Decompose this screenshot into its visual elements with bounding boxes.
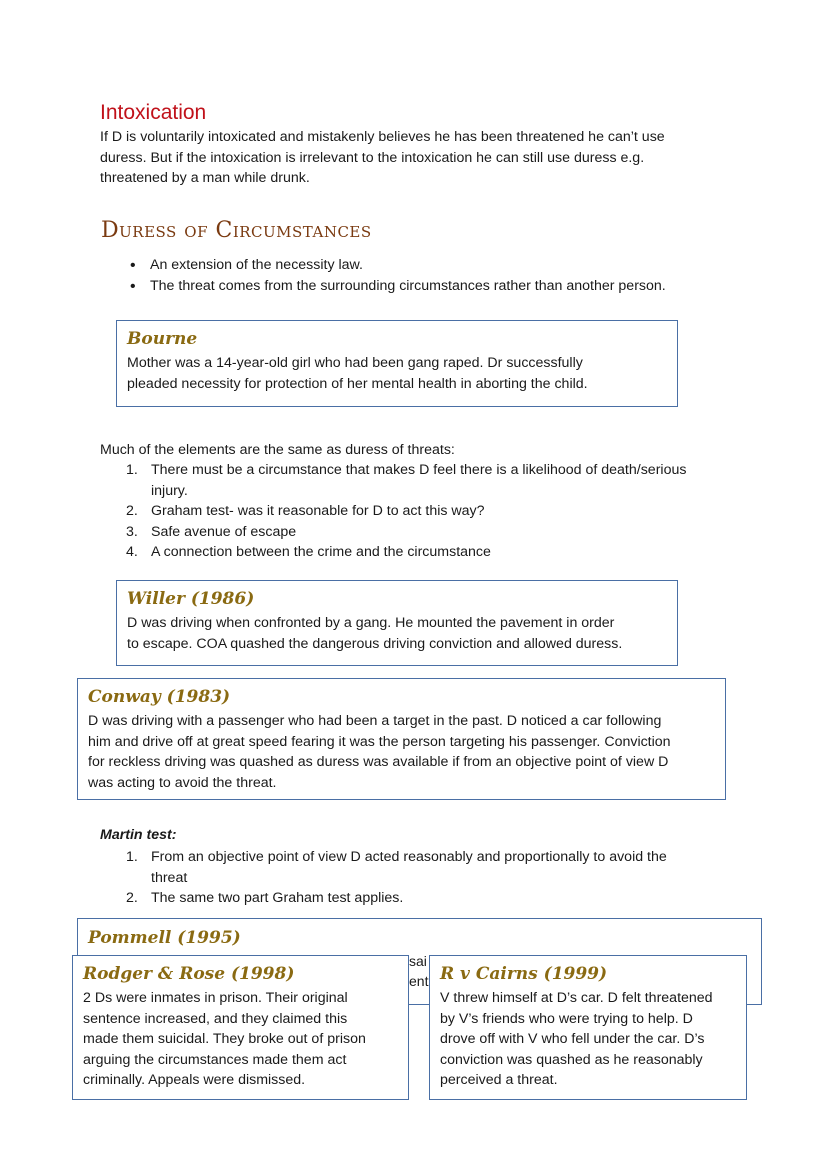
case-title: Bourne [127,329,198,349]
numbered-item [126,542,766,563]
item-line: threat [151,869,188,886]
case-title: Conway (1983) [88,687,231,707]
case-line: Mother was a 14-year-old girl who had been gang raped. Dr successfully [127,355,583,371]
case-body [127,353,667,394]
intoxication-paragraph [100,127,760,189]
case-line: perceived a threat. [440,1072,558,1088]
elements-numbered-list [126,460,766,563]
martin-test-heading: Martin test: [100,827,177,843]
item-line: Safe avenue of escape [151,523,297,540]
item-line: From an objective point of view D acted reasonably and proportionally to avoid the [151,849,667,865]
paragraph-line: duress. But if the intoxication is irrelevant to the intoxication he can still use duress e.g. [100,149,645,166]
item-line: A connection between the crime and the circumstance [151,544,491,560]
case-box-willer [116,580,678,666]
item-number: 4. [126,544,138,560]
numbered-item [126,522,766,543]
case-box-conway [77,678,726,800]
case-line: pleaded necessity for protection of her mental health in aborting the child. [127,375,588,392]
case-title: Willer (1986) [127,589,255,609]
numbered-item [126,501,766,522]
numbered-item [126,460,766,501]
section-heading-duress-of-circumstances: Duress of Circumstances [101,218,372,243]
duress-bullet-list [126,255,766,297]
item-number: 3. [126,523,138,540]
item-line: The same two part Graham test applies. [151,890,404,906]
item-line: injury. [151,482,188,499]
case-line: D was driving with a passenger who had been a target in the past. D noticed a car following [88,713,662,729]
case-line: to escape. COA quashed the dangerous driving conviction and allowed duress. [127,635,623,652]
pommell-text-fragment: ent [409,973,429,989]
case-line: was acting to avoid the threat. [88,774,277,791]
case-line: him and drive off at great speed fearing it was the person targeting his passenger. Conviction [88,733,671,750]
item-number: 1. [126,462,138,478]
case-box-bourne [116,320,678,407]
bullet-item: • An extension of the necessity law. [126,255,766,276]
martin-numbered-list [126,847,766,909]
case-box-rodger-rose [72,955,409,1100]
case-line: arguing the circumstances made them act [83,1051,347,1068]
case-line: by V’s friends who were trying to help. D [440,1010,693,1027]
item-number: 2. [126,503,138,519]
case-line: for reckless driving was quashed as duress was available if from an objective point of view D [88,754,669,770]
elements-intro: Much of the elements are the same as duress of threats: [100,442,455,458]
case-body [88,711,718,793]
item-number: 1. [126,849,138,865]
pommell-text-fragment: sai [409,953,427,969]
case-line: conviction was quashed as he reasonably [440,1051,703,1068]
case-line: V threw himself at D’s car. D felt threatened [440,990,713,1006]
case-line: made them suicidal. They broke out of prison [83,1031,366,1047]
case-box-cairns [429,955,747,1100]
numbered-item [126,888,766,909]
item-line: Graham test- was it reasonable for D to act this way? [151,503,485,519]
case-line: 2 Ds were inmates in prison. Their original [83,990,348,1006]
case-line: criminally. Appeals were dismissed. [83,1072,306,1088]
section-heading-intoxication: Intoxication [100,101,207,124]
case-body [440,988,745,1091]
case-title: R v Cairns (1999) [440,964,608,984]
case-title: Pommell (1995) [88,928,241,948]
numbered-item [126,847,766,888]
case-body [83,988,403,1091]
case-line: D was driving when confronted by a gang. He mounted the pavement in order [127,615,615,631]
case-line: drove off with V who fell under the car. D’s [440,1031,705,1047]
case-line: sentence increased, and they claimed this [83,1010,348,1027]
bullet-item: • The threat comes from the surrounding circumstances rather than another person. [126,276,766,297]
item-line: There must be a circumstance that makes D feel there is a likelihood of death/serious [151,462,687,478]
paragraph-line: If D is voluntarily intoxicated and mistakenly believes he has been threatened he can’t use [100,129,665,145]
case-title: Rodger & Rose (1998) [83,964,295,984]
item-number: 2. [126,890,138,906]
case-body [127,613,667,654]
paragraph-line: threatened by a man while drunk. [100,170,310,186]
